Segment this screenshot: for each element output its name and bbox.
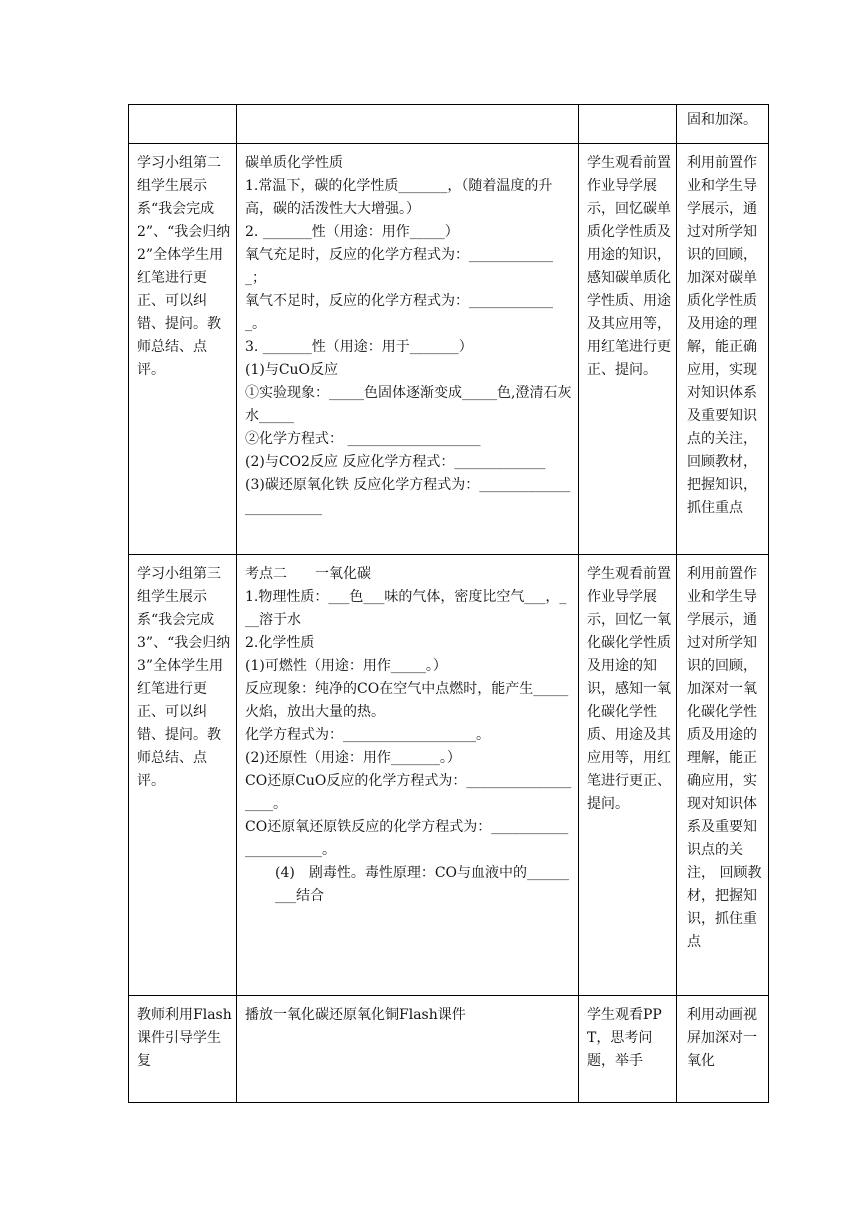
content-line: CO还原CuO反应的化学方程式为：___________________。	[245, 773, 572, 812]
student-activity-cell	[579, 996, 677, 1103]
content-cell	[237, 105, 579, 144]
content-line: CO还原氧还原铁反应的化学方程式为：______________________。	[245, 819, 569, 858]
cell-text: 学习小组第二组学生展示系“我会完成2”、“我会归纳2”全体学生用红笔进行更正、可以纠错、提问。教师总结、点评。	[137, 155, 231, 378]
table-row	[129, 996, 769, 1103]
content-line: ①实验现象：_____色固体逐渐变成_____色,澄清石灰水_____	[245, 385, 572, 424]
cell-text: 播放一氧化碳还原氧化铜Flash课件	[245, 1007, 466, 1023]
design-intent-cell	[677, 555, 769, 996]
table-row	[129, 555, 769, 996]
cell-text: 利用动画视屏加深对一氧化	[687, 1007, 757, 1069]
student-activity-cell	[579, 555, 677, 996]
student-activity-cell	[579, 105, 677, 144]
design-intent-cell	[677, 105, 769, 144]
content-line: (1)与CuO反应	[245, 362, 339, 378]
content-line: (4) 剧毒性。毒性原理：CO与血液中的_________结合	[275, 865, 570, 904]
design-intent-cell	[677, 996, 769, 1103]
teacher-activity-cell	[129, 144, 237, 555]
content-line: 氧气充足时，反应的化学方程式为：_____________；	[245, 247, 553, 286]
content-line: (2)还原性（用途：用作_______。）	[245, 750, 461, 766]
content-cell	[237, 555, 579, 996]
cell-text: 固和加深。	[687, 112, 757, 128]
content-line: 化学方程式为：___________________。	[245, 727, 490, 743]
content-line: (3)碳还原氧化铁 反应化学方程式为：________________________	[245, 477, 571, 516]
content-line: 1.物理性质：___色___味的气体，密度比空气___，___溶于水	[245, 589, 567, 628]
content-cell	[237, 996, 579, 1103]
cell-text: 教师利用Flash课件引导学生复	[137, 1007, 232, 1069]
cell-text: 学生观看前置作业导学展示，回忆一氧化碳化学性质及用途的知识，感知一氧化碳化学性质、用途及其应用等，用红笔进行更正、提问。	[587, 566, 671, 812]
content-line: 3. _______性（用途：用于_______）	[245, 339, 473, 355]
content-line: ②化学方程式： ___________________	[245, 431, 481, 447]
lesson-plan-table	[128, 104, 769, 1103]
table-row	[129, 105, 769, 144]
cell-text: 利用前置作业和学生导学展示，通过对所学知识的回顾，加深对一氧化碳化学性质及用途的理解，能正确应用，实现对知识体系及重要知识点的关注， 回顾教材，把握知识，抓住重点	[687, 566, 762, 950]
cell-text: 学习小组第三组学生展示系“我会完成3”、“我会归纳3”全体学生用红笔进行更正、可以纠错、提问。教师总结、点评。	[137, 566, 231, 789]
content-cell	[237, 144, 579, 555]
student-activity-cell	[579, 144, 677, 555]
content-line: 氧气不足时，反应的化学方程式为：_____________。	[245, 293, 553, 332]
content-line: 2. _______性（用途：用作_____）	[245, 224, 459, 240]
cell-text: 利用前置作业和学生导学展示，通过对所学知识的回顾，加深对碳单质化学性质及用途的理解，能正确应用，实现对知识体系及重要知识点的关注，回顾教材，把握知识，抓住重点	[687, 155, 757, 516]
teacher-activity-cell	[129, 996, 237, 1103]
cell-text: 学生观看前置作业导学展示，回忆碳单质化学性质及用途的知识，感知碳单质化学性质、用途及其应用等，用红笔进行更正、提问。	[587, 155, 671, 378]
table-row	[129, 144, 769, 555]
content-line: 2.化学性质	[245, 635, 315, 651]
teacher-activity-cell	[129, 105, 237, 144]
section-heading: 碳单质化学性质	[245, 155, 343, 171]
teacher-activity-cell	[129, 555, 237, 996]
content-line: (2)与CO2反应 反应化学方程式：_____________	[245, 454, 546, 470]
cell-text: 学生观看PPT，思考问题，举手	[587, 1007, 662, 1069]
content-line: 反应现象：纯净的CO在空气中点燃时，能产生_____火焰，放出大量的热。	[245, 681, 569, 720]
section-heading: 考点二 一氧化碳	[245, 566, 371, 582]
content-line: 1.常温下，碳的化学性质_______，（随着温度的升高，碳的活泼性大大增强。）	[245, 178, 553, 217]
content-line: (1)可燃性（用途：用作_____。）	[245, 658, 447, 674]
design-intent-cell	[677, 144, 769, 555]
